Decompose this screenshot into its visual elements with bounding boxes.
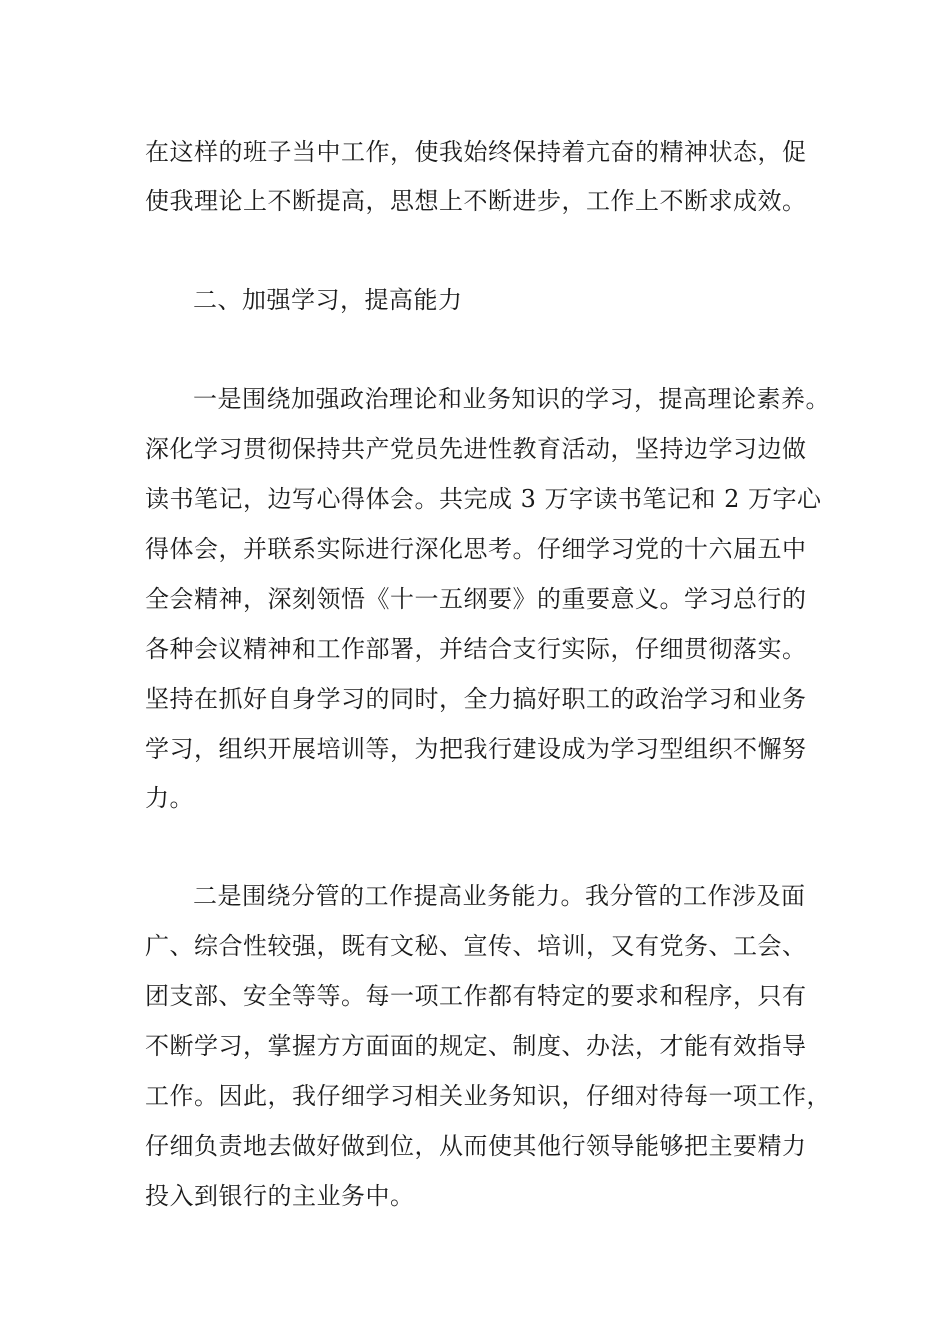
paragraph-line: 投入到银行的主业务中。 (145, 1182, 415, 1210)
intro-line: 使我理论上不断提高，思想上不断进步，工作上不断求成效。 (145, 187, 807, 215)
paragraph-line: 广、综合性较强，既有文秘、宣传、培训，又有党务、工会、 (145, 932, 807, 960)
paragraph-line: 学习，组织开展培训等，为把我行建设成为学习型组织不懈努 (145, 735, 807, 763)
section-heading: 二、加强学习，提高能力 (193, 286, 463, 314)
paragraph-line: 得体会，并联系实际进行深化思考。仔细学习党的十六届五中 (145, 535, 807, 563)
paragraph-line: 读书笔记，边写心得体会。共完成 3 万字读书笔记和 2 万字心 (145, 485, 822, 513)
paragraph-line: 全会精神，深刻领悟《十一五纲要》的重要意义。学习总行的 (145, 585, 807, 613)
paragraph-line: 一是围绕加强政治理论和业务知识的学习，提高理论素养。 (193, 385, 830, 413)
paragraph-line: 深化学习贯彻保持共产党员先进性教育活动，坚持边学习边做 (145, 435, 807, 463)
paragraph-line: 仔细负责地去做好做到位，从而使其他行领导能够把主要精力 (145, 1132, 807, 1160)
paragraph-line: 不断学习，掌握方方面面的规定、制度、办法，才能有效指导 (145, 1032, 807, 1060)
paragraph-line: 力。 (145, 784, 194, 812)
paragraph-line: 工作。因此，我仔细学习相关业务知识，仔细对待每一项工作， (145, 1082, 831, 1110)
intro-line: 在这样的班子当中工作，使我始终保持着亢奋的精神状态，促 (145, 138, 807, 166)
paragraph-line: 坚持在抓好自身学习的同时，全力搞好职工的政治学习和业务 (145, 685, 807, 713)
paragraph-line: 各种会议精神和工作部署，并结合支行实际，仔细贯彻落实。 (145, 635, 807, 663)
paragraph-line: 团支部、安全等等。每一项工作都有特定的要求和程序，只有 (145, 982, 807, 1010)
paragraph-line: 二是围绕分管的工作提高业务能力。我分管的工作涉及面 (193, 882, 806, 910)
